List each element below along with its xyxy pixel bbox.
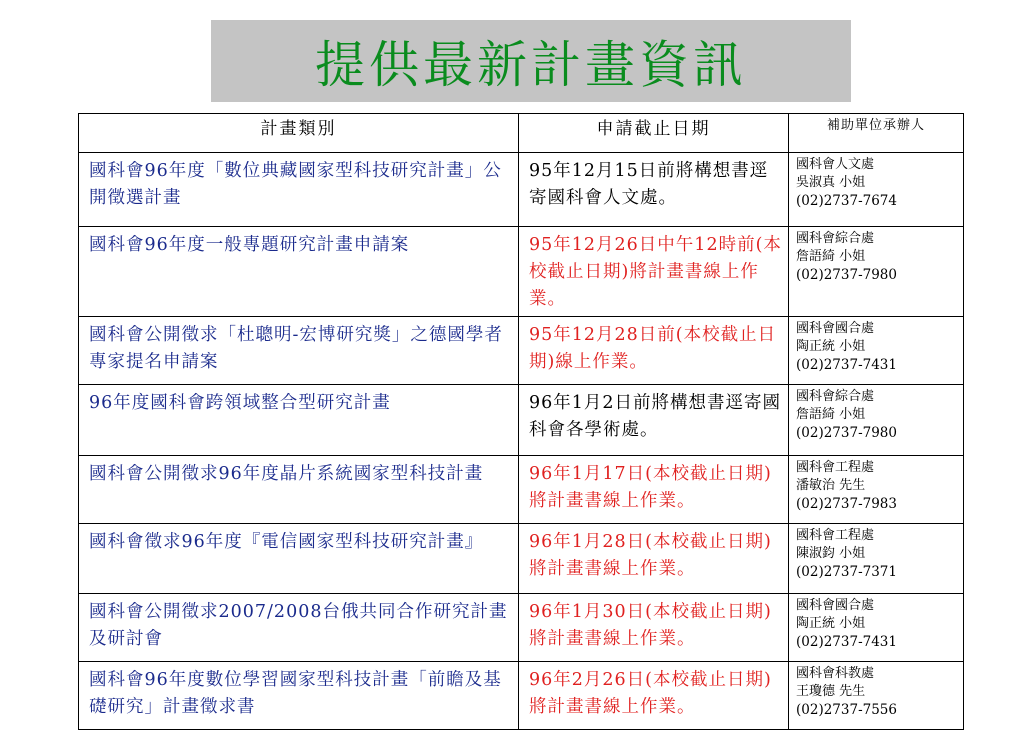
page-title: 提供最新計畫資訊	[315, 36, 747, 94]
plan-deadline: 96年1月30日(本校截止日期)將計畫書線上作業。	[519, 594, 789, 662]
contact-dept: 國科會國合處	[796, 321, 875, 336]
contact-dept: 國科會科教處	[796, 666, 875, 681]
header-deadline: 申請截止日期	[519, 114, 789, 153]
table-row	[79, 524, 964, 594]
plan-name: 國科會公開徵求96年度晶片系統國家型科技計畫	[79, 456, 519, 524]
contact-phone: (02)2737-7431	[796, 634, 897, 650]
contact-person: 詹語綺 小姐	[796, 407, 866, 422]
contact-person: 陶正統 小姐	[796, 339, 866, 354]
contact-dept: 國科會工程處	[796, 528, 875, 543]
plan-contact	[789, 317, 964, 385]
contact-dept: 國科會人文處	[796, 157, 875, 172]
plan-name: 國科會公開徵求「杜聰明-宏博研究獎」之德國學者專家提名申請案	[79, 317, 519, 385]
plan-deadline: 96年1月28日(本校截止日期)將計畫書線上作業。	[519, 524, 789, 594]
contact-dept: 國科會綜合處	[796, 231, 875, 246]
plan-name: 國科會96年度「數位典藏國家型科技研究計畫」公開徵選計畫	[79, 153, 519, 227]
table-row	[79, 594, 964, 662]
header-category: 計畫類別	[79, 114, 519, 153]
contact-person: 潘敏治 先生	[796, 478, 866, 493]
table-row	[79, 317, 964, 385]
plan-table	[78, 113, 964, 730]
table-row	[79, 385, 964, 456]
plan-deadline: 95年12月28日前(本校截止日期)線上作業。	[519, 317, 789, 385]
title-banner	[211, 20, 851, 102]
plan-contact	[789, 662, 964, 730]
plan-contact	[789, 456, 964, 524]
plan-contact	[789, 385, 964, 456]
contact-dept: 國科會工程處	[796, 460, 875, 475]
plan-deadline: 96年2月26日(本校截止日期)將計畫書線上作業。	[519, 662, 789, 730]
plan-name: 96年度國科會跨領域整合型研究計畫	[79, 385, 519, 456]
contact-person: 陶正統 小姐	[796, 616, 866, 631]
contact-phone: (02)2737-7431	[796, 357, 897, 373]
contact-person: 王瓊德 先生	[796, 684, 866, 699]
contact-dept: 國科會國合處	[796, 598, 875, 613]
contact-phone: (02)2737-7983	[796, 496, 897, 512]
table-row	[79, 227, 964, 317]
header-contact: 補助單位承辦人	[789, 114, 964, 153]
contact-person: 陳淑鈞 小姐	[796, 546, 866, 561]
plan-name: 國科會公開徵求2007/2008台俄共同合作研究計畫及研討會	[79, 594, 519, 662]
contact-person: 詹語綺 小姐	[796, 249, 866, 264]
plan-name: 國科會徵求96年度『電信國家型科技研究計畫』	[79, 524, 519, 594]
plan-deadline: 96年1月17日(本校截止日期)將計畫書線上作業。	[519, 456, 789, 524]
table-row	[79, 662, 964, 730]
contact-phone: (02)2737-7556	[796, 702, 897, 718]
plan-contact	[789, 594, 964, 662]
plan-contact	[789, 524, 964, 594]
contact-phone: (02)2737-7980	[796, 425, 897, 441]
contact-person: 吳淑真 小姐	[796, 175, 866, 190]
plan-name: 國科會96年度一般專題研究計畫申請案	[79, 227, 519, 317]
plan-contact	[789, 227, 964, 317]
contact-dept: 國科會綜合處	[796, 389, 875, 404]
plan-name: 國科會96年度數位學習國家型科技計畫「前瞻及基礎研究」計畫徵求書	[79, 662, 519, 730]
table-row	[79, 153, 964, 227]
plan-deadline: 95年12月26日中午12時前(本校截止日期)將計畫書線上作業。	[519, 227, 789, 317]
contact-phone: (02)2737-7674	[796, 193, 897, 209]
plan-deadline: 95年12月15日前將構想書逕寄國科會人文處。	[519, 153, 789, 227]
plan-deadline: 96年1月2日前將構想書逕寄國科會各學術處。	[519, 385, 789, 456]
plan-contact	[789, 153, 964, 227]
contact-phone: (02)2737-7371	[796, 564, 897, 580]
table-header-row	[79, 114, 964, 153]
table-row	[79, 456, 964, 524]
contact-phone: (02)2737-7980	[796, 267, 897, 283]
